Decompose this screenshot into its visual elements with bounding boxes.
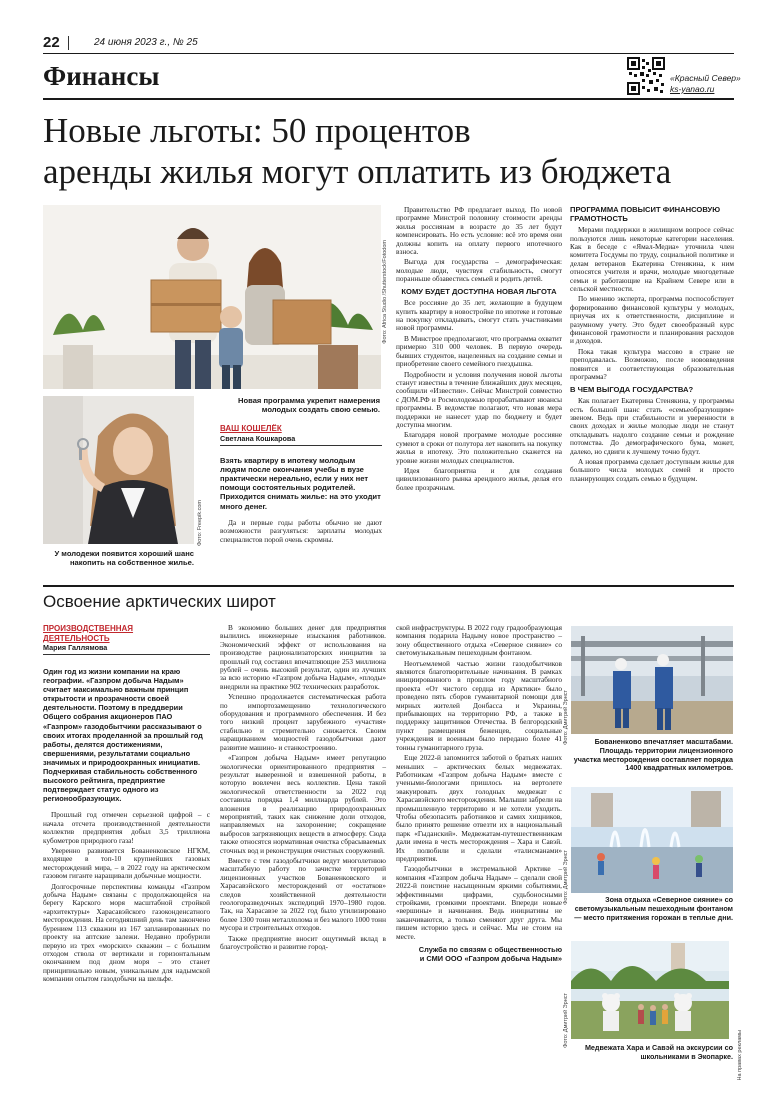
- section-rule: [43, 98, 734, 100]
- rubric-label[interactable]: ВАШ КОШЕЛЁК: [220, 424, 282, 433]
- paragraph: Благодаря новой программе молодые россияне сумеют в сроки от полутора лет накопить на покупку жилья в ипотеку. Это положительно скажется на уровне жизни молодых специалистов.: [396, 430, 562, 465]
- article2-column-1: [43, 624, 210, 986]
- paragraph: А новая программа сделает доступным жилье для большого числа молодых семей и просто планирующих создать семью в будущем.: [570, 456, 734, 483]
- paragraph: Также предприятие вносит ощутимый вклад в благоустройство и развитие город-: [220, 933, 386, 952]
- photo1-caption: [200, 396, 380, 414]
- qr-code-icon[interactable]: [627, 57, 665, 95]
- bears-photo: [571, 941, 729, 1039]
- header-rule: [43, 53, 734, 54]
- signature-line-1: Служба по связям с общественностью: [418, 945, 562, 955]
- article1-column-3: [570, 206, 734, 485]
- paragraph: Прошлый год отмечен серьезной цифрой – с начала отсчета производственной деятельности коллектив предприятия добыл 3,5 триллиона кубометров природного газа!: [43, 810, 210, 845]
- photo2-caption: [43, 549, 194, 567]
- family-photo: [43, 205, 381, 389]
- rubric-label[interactable]: [43, 624, 210, 643]
- site-link[interactable]: ks-yanao.ru: [670, 84, 715, 94]
- page-number: 22: [43, 34, 60, 51]
- paragraph: Долгосрочные перспективы команды «Газпром добыча Надым» связаны с продолжающейся на берегу Карского моря масштабной стройкой «архитектуры» Харасавэйского газоконденсатного месторождения. На сегодняшний день там закончено бурением 113 скважин из 167 запланированных по проекту на аптские залежи. Недавно пробурили первую из трех «морских» скважин – с большим отходом ствола от вертикали и горизонтальным окончанием под дном моря – это станет принципиально новым, уникальным для надымской компании опытом газодобычи на шельфе.: [43, 881, 210, 984]
- article2-column-2: [220, 624, 386, 953]
- paragraph: «Газпром добыча Надым» имеет репутацию экологически ориентированного предприятия – результат выверенной и взвешенной работы, в которую вовлечен весь коллектив. Цена такой экологической ответственности за 2022 год составила порядка 1,4 миллиарда рублей. Это вложения в реализацию природоохранных мероприятий, таких как снижение доли отходов, направляемых на захоронение; сокращение выбросов загрязняющих веществ в атмосферу. Сюда также относятся нормативная очистка сбрасываемых сточных вод и реконструкция очистных сооружений.: [220, 753, 386, 855]
- bears-caption: Медвежата Хара и Савэй на экскурсии со школьниками в Экопарке.: [584, 1043, 733, 1061]
- subheading-literacy: ПРОГРАММА ПОВЫСИТ ФИНАНСОВУЮ ГРАМОТНОСТЬ: [570, 205, 721, 223]
- section-title: Финансы: [43, 61, 160, 91]
- article2-headline: Освоение арктических широт: [43, 592, 276, 611]
- keys-photo: [43, 396, 194, 544]
- paragraph: Успешно продолжается систематическая работа по импортозамещению технологического оборудования и программного обеспечения. И без того низкий процент зарубежного «участия» стабильно и стремительно снижается. Своим наращиванием мощностей газодобытчики дают развитие машино- и станкостроению.: [220, 692, 386, 752]
- workers-caption: Бованенково впечатляет масштабами. Площадь территории лицензионного участка месторождения составляет порядка 1400 квадратных километров.: [573, 737, 733, 773]
- paragraph: Газодобытчики в экстремальной Арктике – компания «Газпром добыча Надым» – сделали свой 2022-й поистине насыщенным яркими событиями, эффективными цифрами, судьбоносными стройками, громкими проектами. Впереди новые «вершины» и начинания. Ведь инициативы не заканчиваются, а только сменяют друг друга. Мы пишем историю здесь и сейчас. Мы не стоим на месте.: [396, 864, 562, 941]
- paragraph: По мнению эксперта, программа поспособствует формированию финансовой культуры у молодых, приучая их к ответственности, дисциплине и разумному учету. Это будет своеобразный курс финансовой грамотности и планирования расходов и доходов.: [570, 294, 734, 346]
- photo2-caption-line-1: У молодежи появится хороший шанс: [54, 549, 194, 558]
- photo1-credit: Фото: Africa Studio /Shutterstock/Fotodom: [382, 240, 388, 344]
- photo1-caption-line-2: молодых создать свою семью.: [261, 405, 380, 414]
- paragraph: Неотъемлемой частью жизни газодобытчиков являются благотворительные начинания. В рамках инициированного в прошлом году масштабного проекта «От чистого сердца из Арктики» было проведено пять сборов гуманитарной помощи для мирных жителей Донбасса и Украины, прибывающих на территорию РФ, а также в поддержку защитников Отечества. В белгородский пункт размещения беженцев, социальные учреждения и военным было передано более 41 тонны гуманитарного груза.: [396, 658, 562, 752]
- paragraph: В экономию больших денег для предприятия вылились инженерные изыскания работников. Экономический эффект от использования на производстве рационализаторских инициатив за прошлый год составил впечатляющие 253 миллиона рублей – очень высокий результат, один из лучших за всю историю «Газпром добыча Надым», «плоды» внедрили на практике 902 технических разработок.: [220, 623, 386, 691]
- paragraph: Как полагает Екатерина Стенякина, у программы есть большой шанс стать «семьеобразующим» звеном. Ведь при стабильности и уверенности в своих доходах и жилье молодые люди не станут откладывать надолго создание семьи и рождение потомства. До демографического бума, может, далеко, но сдвиги к лучшему точно будут.: [570, 396, 734, 456]
- brand-name: «Красный Север»: [670, 73, 741, 83]
- paragraph: Все россияне до 35 лет, желающие в будущем купить квартиру в новостройке по ипотеке и готовые на покупку откладывать, смогут стать участниками новой программы.: [396, 298, 562, 333]
- lead-paragraph: Взять квартиру в ипотеку молодым людям после окончания учебы в вузе практически нереально, если у них нет помощи состоятельных родителей. Приходится снимать жилье: на это уходит много денег.: [220, 455, 381, 511]
- article2-column-3: [396, 624, 562, 963]
- author-name: Мария Галлямова: [43, 643, 210, 655]
- headline-line-1: Новые льготы: 50 процентов: [43, 111, 471, 150]
- paragraph: Уверенно развивается Бованенковское НГКМ, входящее в топ-10 крупнейших газовых месторождений мира, – в 2022 году на арктическом газовом гиганте наращивали добычные мощности.: [43, 846, 210, 881]
- rubric-line-1: ПРОИЗВОДСТВЕННАЯ: [43, 624, 134, 633]
- paragraph: Пока такая культура массово в стране не преподавалась. Возможно, после нововведения появится и соответствующая образовательная программа?: [570, 346, 734, 382]
- ad-note: На правах рекламы: [737, 1030, 743, 1081]
- lead-paragraph: Один год из жизни компании на краю географии. «Газпром добыча Надым» считает максимально важным принцип открытости и прозрачности своей деятельности. Поэтому в преддверии Общего собрания акционеров ПАО «Газпром» газодобытчики рассказывают о своих итогах проделанной за прошлый год работы, делятся достижениями, свершениями, результатами социально значимых и природоохранных инициатив. Подчеркивая стабильность собственного высокого рейтинга, предприятие подтверждает статус одного из регионообразующих.: [43, 667, 203, 804]
- paragraph: Еще 2022-й запомнится заботой о братьях наших меньших – арктических белых медвежатах. Работникам «Газпром добыча Надым» вместе с учеными-биологами пришлось на вертолете эвакуировать двух голодных медвежат с Харасавэйского месторождения. Малыши забрели на промышленную территорию и не хотели уходить. Чтобы обезопасить работников и самих хищников, было принято решение отвезти их в национальный парк «Гыданский». Медвежатам-путешественникам дали имена в честь месторождения – Хара и Савэй. Их полюбили и сделали «талисманами» предприятия.: [396, 753, 562, 863]
- workers-photo: [571, 626, 733, 734]
- subheading-benefit: В ЧЕМ ВЫГОДА ГОСУДАРСТВА?: [570, 384, 694, 394]
- rubric-line-2: ДЕЯТЕЛЬНОСТЬ: [43, 633, 110, 643]
- signature: [396, 945, 562, 963]
- paragraph: В Минстрое предполагают, что программа охватит примерно 310 000 человек. В первую очередь бывших студентов, нацеленных на создание семьи и приобретение своего семейного гнездышка.: [396, 333, 562, 369]
- headline-line-2: аренды жилья могут оплатить из бюджета: [43, 152, 672, 191]
- paragraph: ской инфраструктуры. В 2022 году градообразующая компания подарила Надыму новое пространство – зону общественного отдыха «Северное сияние» со светомузыкальным пешеходным фонтаном.: [396, 623, 562, 658]
- article1-headline: [43, 110, 743, 192]
- photo2-caption-line-2: накопить на собственное жилье.: [69, 558, 194, 567]
- paragraph: Подробности и условия получения новой льготы станут известны в течение ближайших двух месяцев, сообщили «Известии». Сейчас Минстрой совместно с ДОМ.РФ и Росмолодежью прорабатывают нюансы программы. В ведомстве полагают, что новая мера поддержки не нанесет удар по бюджету и будет доступна многим.: [396, 369, 562, 429]
- header-separator: [68, 36, 69, 50]
- article1-byline-block: [220, 424, 382, 546]
- photo2-credit: Фото: Freepik.com: [197, 500, 203, 546]
- photo-credit: Фото: Дмитрий Эрнст: [563, 850, 569, 905]
- fountain-caption: Зона отдыха «Северное сияние» со светомузыкальным пешеходным фонтаном — место притяжения горожан в теплые дни.: [574, 895, 733, 922]
- issue-date: 24 июня 2023 г., № 25: [94, 37, 198, 48]
- article1-column-2: [396, 206, 562, 494]
- fountain-photo: [571, 787, 733, 893]
- photo-credit: Фото: Дмитрий Эрнст: [563, 993, 569, 1048]
- subheading-who: КОМУ БУДЕТ ДОСТУПНА НОВАЯ ЛЬГОТА: [401, 286, 557, 296]
- article-divider: [43, 585, 734, 587]
- photo1-caption-line-1: Новая программа укрепит намерения: [238, 396, 380, 405]
- paragraph: Выгода для государства – демографическая: молодые люди, чувствуя стабильность, смогут поранньше обзавестись семьей и родить детей.: [396, 257, 562, 284]
- photo-credit: Фото: Дмитрий Эрнст: [563, 690, 569, 745]
- signature-line-2: и СМИ ООО «Газпром добыча Надым»: [419, 954, 562, 964]
- paragraph: Вместе с тем газодобытчики ведут многолетнюю масштабную работу по зачистке территорий лицензионных участков Бованенковского и Харасавэйского месторождений от «остатков» следов хозяйственной деятельности геологоразведочных экспедиций 1970–1980 годов. Так, на Харасавэе за 2022 год было утилизировано более 1300 тонн металлолома и без малого 1000 тонн мусора и строительных отходов.: [220, 855, 386, 933]
- paragraph: Правительство РФ предлагает выход. По новой программе Минстрой половину стоимости аренды жилья россиянам в возрасте до 35 лет будут компенсировать. Но есть условие: всё это время они должны копить на оплату первого ипотечного взноса.: [396, 205, 562, 257]
- intro-paragraph: Да и первые годы работы обычно не дают возможности разгуляться: зарплаты молодых специалистов порой очень скромны.: [220, 517, 382, 544]
- paragraph: Мерами поддержки в жилищном вопросе сейчас пользуются лишь некоторые категории населения. Как в беседе с «Ямал-Медиа» уточнила член комитета Госдумы по труду, социальной политике и делам ветеранов Екатерина Стенякина, к ним относятся учителя и врачи, молодые многодетные семьи и работающие на Крайнем Севере или в сельской местности.: [570, 225, 734, 294]
- author-name: Светлана Кошкарова: [220, 434, 382, 446]
- paragraph: Идея благоприятна и для создания цивилизованного рынка арендного жилья, делая его более прозрачным.: [396, 465, 562, 492]
